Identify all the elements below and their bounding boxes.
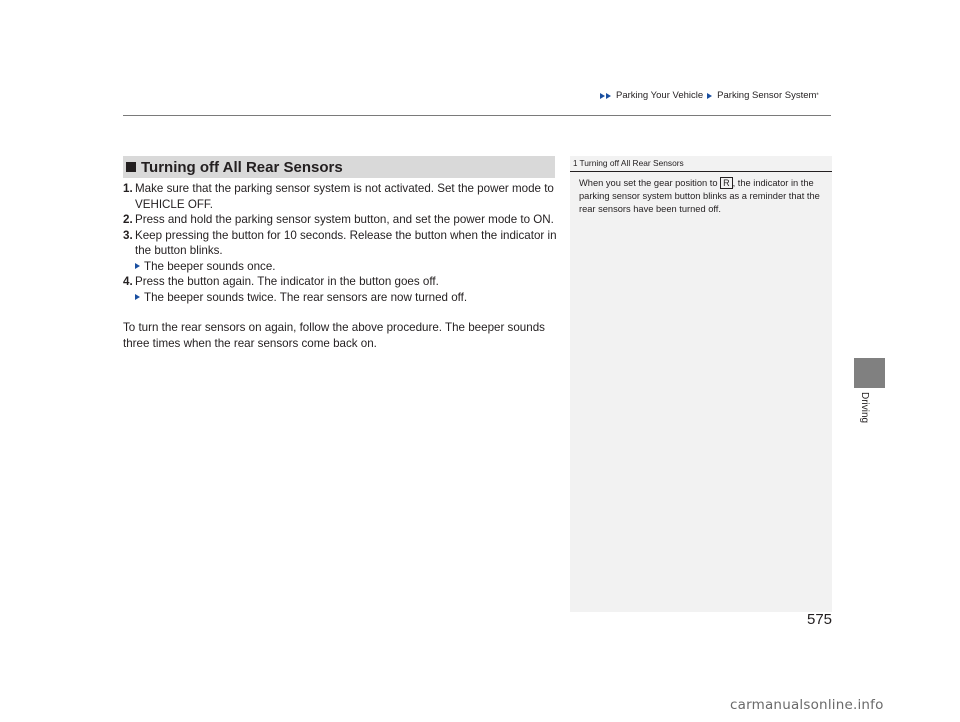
breadcrumb-arrow-icon [606, 93, 611, 99]
asterisk-mark: * [816, 92, 819, 99]
breadcrumb-arrow-icon [600, 93, 605, 99]
sidebar-heading [570, 156, 832, 172]
breadcrumb-arrow-icon [707, 93, 712, 99]
step-4: 4. Press the button again. The indicator in the button goes off. [123, 275, 439, 288]
breadcrumb-item-parking[interactable]: Parking Your Vehicle [616, 90, 704, 101]
sidebar-heading-text: Turning off All Rear Sensors [579, 158, 684, 168]
watermark: carmanualsonline.info [730, 697, 884, 713]
gear-r-icon: R [720, 177, 733, 189]
page-number: 575 [807, 611, 833, 628]
instructions [123, 181, 558, 351]
breadcrumb-item-sensor[interactable]: Parking Sensor System [717, 90, 817, 101]
sidebar-note [570, 156, 832, 612]
note-marker: 1 [573, 158, 578, 168]
step-1: 1. Make sure that the parking sensor system is not activated. Set the power mode to VEHICLE OFF. [123, 182, 554, 211]
step-3: 3. Keep pressing the button for 10 seconds. Release the button when the indicator in the button blinks. [123, 228, 557, 257]
square-bullet-icon [126, 162, 136, 172]
header-rule [123, 115, 831, 116]
section-heading [123, 156, 555, 178]
step-2: 2. Press and hold the parking sensor system button, and set the power mode to ON. [123, 213, 554, 226]
result-arrow-icon [135, 294, 140, 300]
sidebar-text: When you set the gear position to R , the indicator in the parking sensor system button blinks as a reminder that the rear sensors have been turned off. [579, 178, 820, 214]
breadcrumb [600, 90, 819, 101]
chapter-tab[interactable] [854, 358, 885, 388]
section-title: Turning off All Rear Sensors [141, 158, 343, 176]
result-arrow-icon [135, 263, 140, 269]
chapter-tab-label: Driving [859, 392, 870, 424]
step-4-result: The beeper sounds twice. The rear sensors are now turned off. [123, 290, 558, 306]
closing-paragraph: To turn the rear sensors on again, follow the above procedure. The beeper sounds three times when the rear sensors come back on. [123, 321, 545, 350]
step-3-result: The beeper sounds once. [123, 259, 558, 275]
